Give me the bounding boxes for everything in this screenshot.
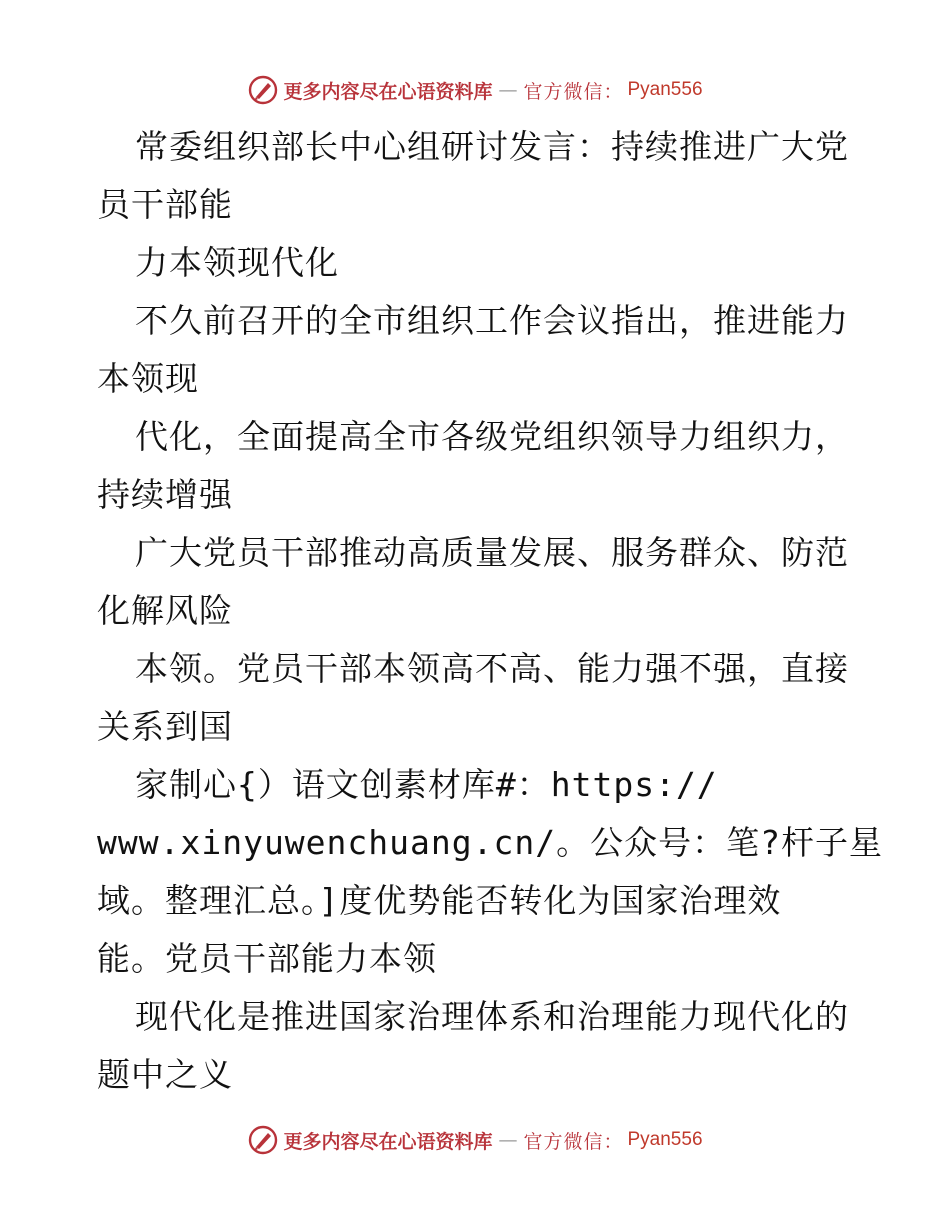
paragraph-line: www.xinyuwenchuang.cn/。公众号：笔?杆子星 xyxy=(97,823,883,862)
paragraph-line: 不久前召开的全市组织工作会议指出，推进能力 xyxy=(135,301,849,340)
paragraph-line: 广大党员干部推动高质量发展、服务群众、防范 xyxy=(135,533,849,572)
watermark-sub-text: 官方微信： xyxy=(523,1130,624,1153)
watermark-wechat-id: Pyan556 xyxy=(627,79,703,100)
watermark-wechat-id: Pyan556 xyxy=(627,1129,703,1150)
watermark-separator: — xyxy=(498,1129,518,1151)
pen-logo-icon xyxy=(247,74,279,106)
paragraph-line: 代化，全面提高全市各级党组织领导力组织力， xyxy=(135,417,849,456)
footer-watermark xyxy=(0,1120,950,1160)
watermark-separator: — xyxy=(498,79,518,101)
watermark-main-text: 更多内容尽在心语资料库 xyxy=(283,1130,493,1153)
paragraph-line: 本领。党员干部本领高不高、能力强不强，直接 xyxy=(135,649,849,688)
paragraph-line: 题中之义 xyxy=(97,1055,233,1094)
watermark-brand xyxy=(247,1124,702,1156)
paragraph-line: 现代化是推进国家治理体系和治理能力现代化的 xyxy=(135,997,849,1036)
paragraph-line: 关系到国 xyxy=(97,707,233,746)
paragraph-line: 域。整理汇总。]度优势能否转化为国家治理效 xyxy=(97,881,782,920)
paragraph-line: 本领现 xyxy=(97,359,199,398)
paragraph-line: 能。党员干部能力本领 xyxy=(97,939,437,978)
pen-logo-icon xyxy=(247,1124,279,1156)
watermark-main-text: 更多内容尽在心语资料库 xyxy=(283,80,493,103)
document-body xyxy=(97,118,883,1104)
paragraph-line: 持续增强 xyxy=(97,475,233,514)
header-watermark xyxy=(0,70,950,110)
paragraph-line: 员干部能 xyxy=(97,185,233,224)
paragraph-line: 家制心{）语文创素材库#：https:// xyxy=(135,765,718,804)
paragraph-line: 化解风险 xyxy=(97,591,233,630)
watermark-brand xyxy=(247,74,702,106)
watermark-sub-text: 官方微信： xyxy=(523,80,624,103)
paragraph-line: 常委组织部长中心组研讨发言：持续推进广大党 xyxy=(135,127,849,166)
paragraph-line: 力本领现代化 xyxy=(135,243,339,282)
